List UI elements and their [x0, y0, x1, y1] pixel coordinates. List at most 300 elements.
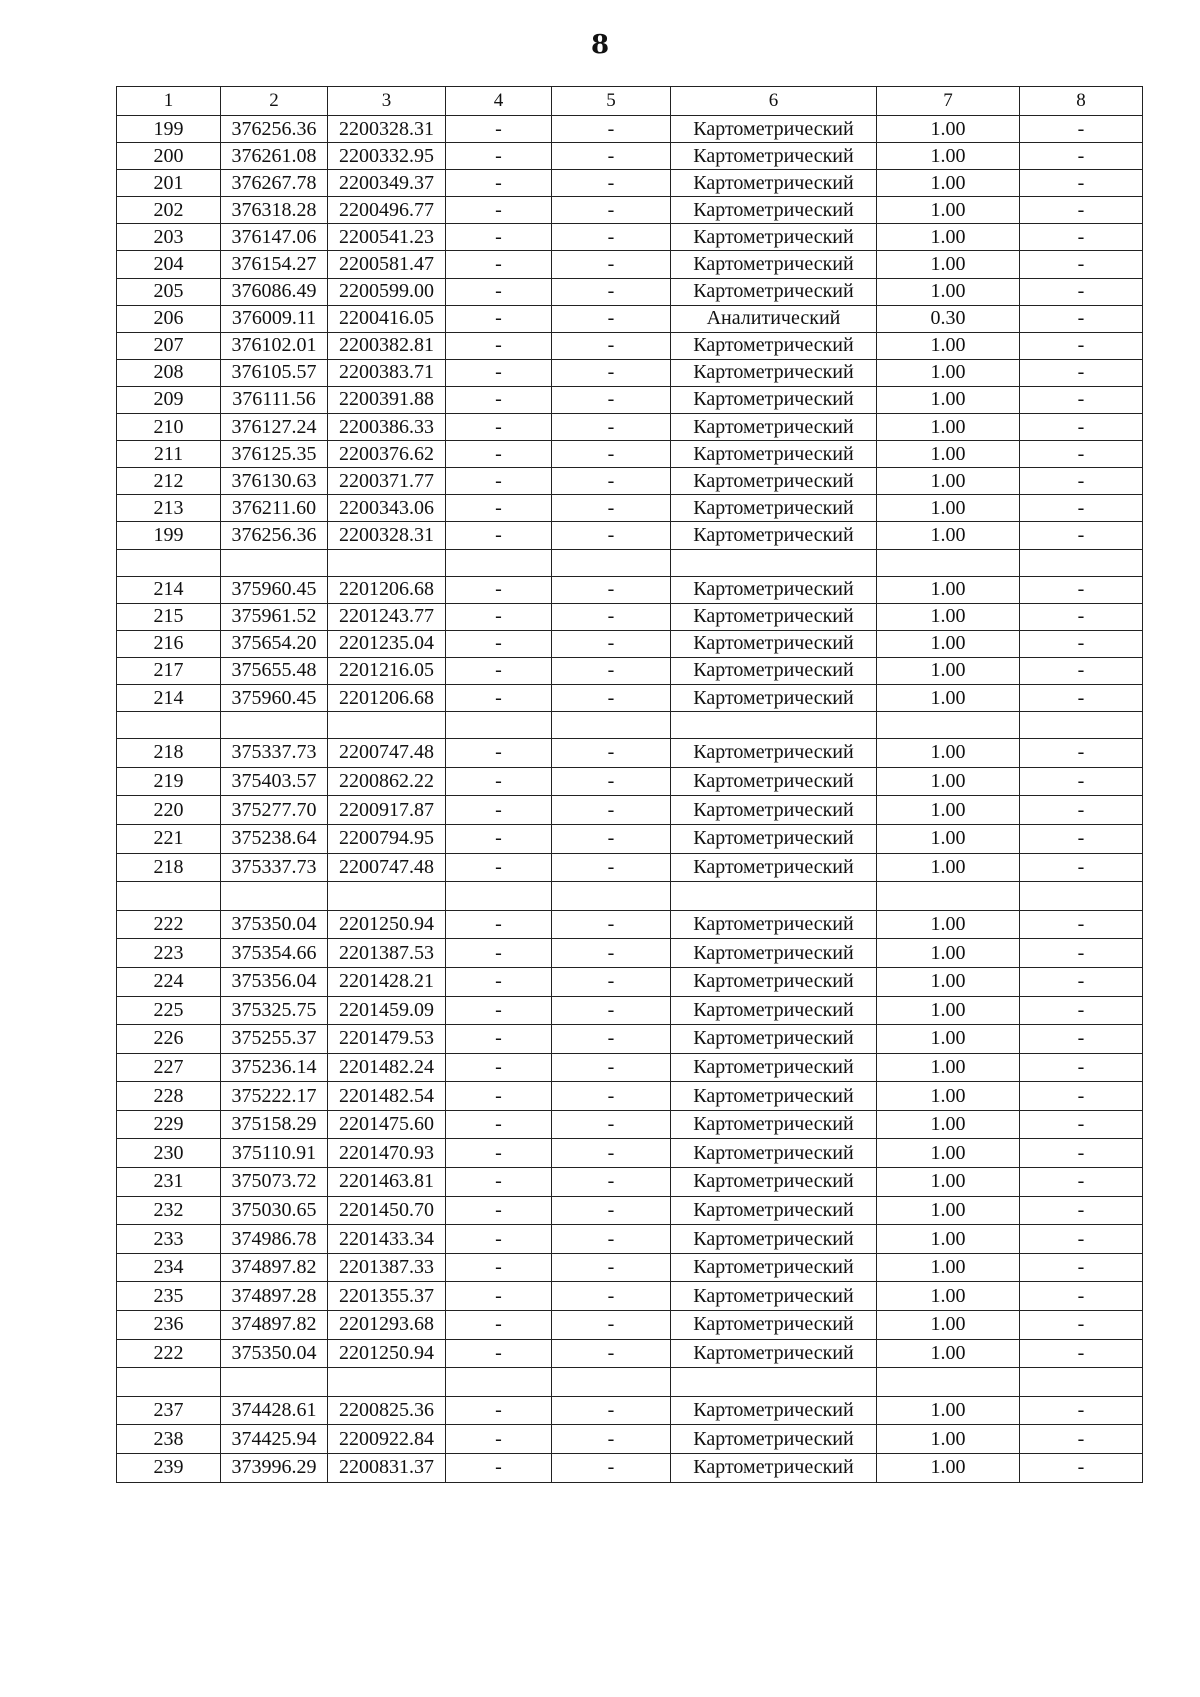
table-cell: - — [446, 603, 552, 630]
table-cell: 375337.73 — [221, 739, 328, 768]
table-cell: 2201428.21 — [328, 967, 446, 996]
table-cell: Картометрический — [671, 1282, 877, 1311]
table-cell: 2201479.53 — [328, 1025, 446, 1054]
table-cell: 204 — [117, 251, 221, 278]
table-row — [117, 1196, 1143, 1225]
table-cell: 2200383.71 — [328, 359, 446, 386]
table-cell: 1.00 — [877, 576, 1020, 603]
table-cell: - — [1020, 224, 1143, 251]
table-cell: 1.00 — [877, 441, 1020, 468]
table-cell: - — [552, 853, 671, 882]
table-cell: 2200825.36 — [328, 1396, 446, 1425]
table-cell: 218 — [117, 853, 221, 882]
table-cell: - — [552, 1396, 671, 1425]
table-row — [117, 657, 1143, 684]
table-cell: 1.00 — [877, 1053, 1020, 1082]
table-cell: - — [1020, 1053, 1143, 1082]
table-cell: - — [1020, 630, 1143, 657]
table-cell: 212 — [117, 468, 221, 495]
table-cell: - — [552, 1110, 671, 1139]
table-cell: - — [1020, 767, 1143, 796]
table-cell: 1.00 — [877, 684, 1020, 711]
table-cell: - — [552, 1311, 671, 1340]
table-cell: - — [1020, 278, 1143, 305]
table-cell: - — [446, 414, 552, 441]
table-cell: 211 — [117, 441, 221, 468]
table-cell: - — [1020, 1025, 1143, 1054]
table-cell: - — [1020, 522, 1143, 549]
table-cell: 376009.11 — [221, 305, 328, 332]
table-cell: 1.00 — [877, 1253, 1020, 1282]
table-cell: 2200862.22 — [328, 767, 446, 796]
table-cell — [877, 549, 1020, 576]
table-cell: 201 — [117, 170, 221, 197]
table-cell: 199 — [117, 522, 221, 549]
table-cell: Картометрический — [671, 996, 877, 1025]
table-cell: 375238.64 — [221, 824, 328, 853]
table-cell: 1.00 — [877, 796, 1020, 825]
table-row — [117, 116, 1143, 143]
table-cell: 221 — [117, 824, 221, 853]
table-cell — [446, 712, 552, 739]
table-cell: Картометрический — [671, 170, 877, 197]
table-cell: - — [552, 1339, 671, 1368]
table-row — [117, 305, 1143, 332]
table-cell: 210 — [117, 414, 221, 441]
table-row — [117, 468, 1143, 495]
table-cell: 376256.36 — [221, 116, 328, 143]
table-cell: 2201463.81 — [328, 1168, 446, 1197]
table-cell — [221, 882, 328, 911]
table-cell: - — [552, 603, 671, 630]
table-cell: Картометрический — [671, 468, 877, 495]
table-cell: - — [1020, 939, 1143, 968]
table-cell: - — [1020, 1339, 1143, 1368]
page-number: 8 — [590, 30, 610, 60]
table-cell: 236 — [117, 1311, 221, 1340]
table-cell: - — [552, 684, 671, 711]
table-cell: 1.00 — [877, 116, 1020, 143]
table-row — [117, 1454, 1143, 1483]
table-cell: Картометрический — [671, 116, 877, 143]
table-row — [117, 1339, 1143, 1368]
table-cell: - — [1020, 359, 1143, 386]
table-cell: 2200599.00 — [328, 278, 446, 305]
table-cell: 1.00 — [877, 1196, 1020, 1225]
table-cell: 2201243.77 — [328, 603, 446, 630]
table-cell — [552, 712, 671, 739]
table-cell — [328, 882, 446, 911]
table-cell: - — [552, 278, 671, 305]
table-cell: - — [552, 1196, 671, 1225]
table-cell: 2200343.06 — [328, 495, 446, 522]
table-row — [117, 939, 1143, 968]
table-cell: 375350.04 — [221, 1339, 328, 1368]
table-row — [117, 853, 1143, 882]
table-row — [117, 1225, 1143, 1254]
table-row — [117, 522, 1143, 549]
table-cell — [671, 549, 877, 576]
table-cell: 218 — [117, 739, 221, 768]
table-cell: Картометрический — [671, 332, 877, 359]
table-cell: - — [552, 386, 671, 413]
table-cell: 2201450.70 — [328, 1196, 446, 1225]
table-cell: - — [446, 853, 552, 882]
table-cell: Картометрический — [671, 1196, 877, 1225]
table-cell: 1.00 — [877, 939, 1020, 968]
table-cell: - — [552, 1139, 671, 1168]
table-cell: 375960.45 — [221, 576, 328, 603]
table-cell: - — [446, 116, 552, 143]
table-row — [117, 251, 1143, 278]
table-row — [117, 143, 1143, 170]
table-cell: 227 — [117, 1053, 221, 1082]
table-cell: - — [1020, 824, 1143, 853]
table-cell: 1.00 — [877, 414, 1020, 441]
table-cell: 1.00 — [877, 967, 1020, 996]
table-cell — [117, 712, 221, 739]
table-cell: Аналитический — [671, 305, 877, 332]
table-cell: - — [446, 996, 552, 1025]
table-cell — [1020, 1368, 1143, 1397]
table-header-row — [117, 87, 1143, 116]
table-cell: 2200747.48 — [328, 739, 446, 768]
table-cell: - — [552, 910, 671, 939]
table-cell: Картометрический — [671, 1168, 877, 1197]
table-row — [117, 576, 1143, 603]
table-cell: 1.00 — [877, 278, 1020, 305]
table-cell: - — [552, 1082, 671, 1111]
table-cell: 224 — [117, 967, 221, 996]
table-cell: 208 — [117, 359, 221, 386]
table-cell: - — [446, 739, 552, 768]
table-cell: Картометрический — [671, 603, 877, 630]
table-cell: 376125.35 — [221, 441, 328, 468]
table-cell: - — [552, 1053, 671, 1082]
table-cell: - — [552, 767, 671, 796]
table-cell: 376211.60 — [221, 495, 328, 522]
table-row — [117, 630, 1143, 657]
table-cell: 1.00 — [877, 1225, 1020, 1254]
table-cell: 1.00 — [877, 853, 1020, 882]
table-cell: 1.00 — [877, 386, 1020, 413]
table-cell: - — [1020, 1139, 1143, 1168]
table-cell: 376127.24 — [221, 414, 328, 441]
table-cell: 2201235.04 — [328, 630, 446, 657]
table-cell: 375654.20 — [221, 630, 328, 657]
table-cell: 1.00 — [877, 1168, 1020, 1197]
table-row — [117, 796, 1143, 825]
table-cell: 234 — [117, 1253, 221, 1282]
table-cell: 375255.37 — [221, 1025, 328, 1054]
table-cell: - — [1020, 1196, 1143, 1225]
table-row-separator — [117, 549, 1143, 576]
table-cell: - — [1020, 1311, 1143, 1340]
table-row — [117, 278, 1143, 305]
table-cell: - — [552, 796, 671, 825]
table-row — [117, 197, 1143, 224]
table-cell: 230 — [117, 1139, 221, 1168]
table-cell: - — [1020, 684, 1143, 711]
table-cell: 1.00 — [877, 359, 1020, 386]
table-cell: Картометрический — [671, 278, 877, 305]
table-cell: Картометрический — [671, 1339, 877, 1368]
table-cell: 2200349.37 — [328, 170, 446, 197]
table-cell: 1.00 — [877, 468, 1020, 495]
table-cell: - — [446, 1225, 552, 1254]
table-cell: Картометрический — [671, 1053, 877, 1082]
table-cell: 2201475.60 — [328, 1110, 446, 1139]
table-cell: Картометрический — [671, 414, 877, 441]
table-cell: - — [446, 1425, 552, 1454]
table-cell: Картометрический — [671, 1454, 877, 1483]
table-cell: 2200831.37 — [328, 1454, 446, 1483]
table-cell: 2200541.23 — [328, 224, 446, 251]
table-cell: - — [552, 1454, 671, 1483]
table-cell: 1.00 — [877, 1339, 1020, 1368]
table-row — [117, 1082, 1143, 1111]
table-cell: 376147.06 — [221, 224, 328, 251]
table-cell: - — [446, 468, 552, 495]
table-row — [117, 441, 1143, 468]
coordinates-table — [116, 86, 1143, 1483]
table-cell: - — [552, 359, 671, 386]
table-cell: Картометрический — [671, 853, 877, 882]
table-cell: Картометрический — [671, 495, 877, 522]
table-cell: Картометрический — [671, 224, 877, 251]
table-cell: 220 — [117, 796, 221, 825]
table-cell: 2200496.77 — [328, 197, 446, 224]
table-cell: 2201387.33 — [328, 1253, 446, 1282]
table-cell: 376086.49 — [221, 278, 328, 305]
table-row — [117, 1282, 1143, 1311]
table-cell: 2200332.95 — [328, 143, 446, 170]
table-cell: - — [1020, 796, 1143, 825]
table-cell: - — [1020, 1396, 1143, 1425]
table-cell: Картометрический — [671, 657, 877, 684]
table-cell: 375277.70 — [221, 796, 328, 825]
table-row — [117, 967, 1143, 996]
table-cell: 2200794.95 — [328, 824, 446, 853]
table-cell: 375030.65 — [221, 1196, 328, 1225]
table-cell: - — [552, 116, 671, 143]
table-cell: 207 — [117, 332, 221, 359]
table-row — [117, 1025, 1143, 1054]
table-cell: 375961.52 — [221, 603, 328, 630]
table-cell: Картометрический — [671, 1253, 877, 1282]
header-cell: 5 — [552, 87, 671, 116]
table-cell: - — [446, 251, 552, 278]
table-cell: - — [446, 224, 552, 251]
table-cell: 219 — [117, 767, 221, 796]
table-row — [117, 824, 1143, 853]
table-cell: - — [1020, 910, 1143, 939]
table-cell: - — [446, 170, 552, 197]
table-cell — [446, 882, 552, 911]
table-cell: Картометрический — [671, 522, 877, 549]
table-row — [117, 603, 1143, 630]
table-cell — [117, 549, 221, 576]
table-cell: Картометрический — [671, 143, 877, 170]
table-row — [117, 1168, 1143, 1197]
table-cell: 374897.82 — [221, 1311, 328, 1340]
table-cell: 225 — [117, 996, 221, 1025]
table-cell: Картометрический — [671, 386, 877, 413]
table-cell: 375236.14 — [221, 1053, 328, 1082]
table-cell: - — [446, 1253, 552, 1282]
table-cell: - — [446, 197, 552, 224]
table-cell — [328, 549, 446, 576]
table-cell — [552, 549, 671, 576]
table-cell: - — [1020, 576, 1143, 603]
table-row — [117, 1053, 1143, 1082]
table-cell: Картометрический — [671, 1025, 877, 1054]
table-cell: Картометрический — [671, 630, 877, 657]
table-cell — [446, 1368, 552, 1397]
table-cell: 1.00 — [877, 332, 1020, 359]
table-cell: Картометрический — [671, 1425, 877, 1454]
table-cell: 1.00 — [877, 996, 1020, 1025]
table-cell: 203 — [117, 224, 221, 251]
table-cell: - — [1020, 305, 1143, 332]
table-cell: 376105.57 — [221, 359, 328, 386]
table-cell: - — [446, 1396, 552, 1425]
table-row-separator — [117, 1368, 1143, 1397]
table-cell: 1.00 — [877, 1082, 1020, 1111]
table-cell: 1.00 — [877, 197, 1020, 224]
table-cell: 375356.04 — [221, 967, 328, 996]
table-cell: 2200328.31 — [328, 522, 446, 549]
table-cell: - — [552, 1253, 671, 1282]
table-cell: 376261.08 — [221, 143, 328, 170]
table-cell — [221, 549, 328, 576]
table-cell: Картометрический — [671, 1225, 877, 1254]
table-cell: - — [446, 796, 552, 825]
table-cell: - — [552, 576, 671, 603]
header-cell: 3 — [328, 87, 446, 116]
table-cell: 231 — [117, 1168, 221, 1197]
table-cell: 199 — [117, 116, 221, 143]
table-cell: 1.00 — [877, 824, 1020, 853]
table-cell: - — [552, 197, 671, 224]
header-cell: 1 — [117, 87, 221, 116]
table-cell: - — [446, 441, 552, 468]
table-cell: - — [1020, 1253, 1143, 1282]
table-cell: 237 — [117, 1396, 221, 1425]
table-cell: 1.00 — [877, 1139, 1020, 1168]
table-cell: - — [552, 657, 671, 684]
header-cell: 7 — [877, 87, 1020, 116]
table-cell: - — [1020, 657, 1143, 684]
table-cell: 1.00 — [877, 170, 1020, 197]
table-cell: Картометрический — [671, 1311, 877, 1340]
table-row-separator — [117, 712, 1143, 739]
table-cell: 2200386.33 — [328, 414, 446, 441]
table-cell: - — [446, 767, 552, 796]
table-cell: 205 — [117, 278, 221, 305]
table-body — [117, 116, 1143, 1483]
table-cell: - — [446, 684, 552, 711]
table-cell: 2201293.68 — [328, 1311, 446, 1340]
table-cell: - — [1020, 143, 1143, 170]
table-cell: - — [446, 359, 552, 386]
table-cell: - — [1020, 332, 1143, 359]
table-cell: - — [446, 522, 552, 549]
table-cell — [117, 1368, 221, 1397]
table-row — [117, 1311, 1143, 1340]
table-cell: - — [1020, 441, 1143, 468]
table-cell: - — [552, 996, 671, 1025]
table-cell — [1020, 882, 1143, 911]
table-cell: 2201387.53 — [328, 939, 446, 968]
table-cell: - — [446, 910, 552, 939]
table-cell: 376102.01 — [221, 332, 328, 359]
table-cell — [328, 1368, 446, 1397]
table-cell: 1.00 — [877, 522, 1020, 549]
table-cell — [328, 712, 446, 739]
table-cell: - — [552, 1282, 671, 1311]
table-cell: Картометрический — [671, 576, 877, 603]
table-cell: 1.00 — [877, 143, 1020, 170]
table-cell: 214 — [117, 576, 221, 603]
table-cell: - — [552, 1168, 671, 1197]
table-cell: - — [552, 441, 671, 468]
table-cell: Картометрический — [671, 359, 877, 386]
table-cell: 1.00 — [877, 1282, 1020, 1311]
table-cell — [671, 882, 877, 911]
table-cell: 222 — [117, 910, 221, 939]
table-cell: 1.00 — [877, 1454, 1020, 1483]
table-cell: 232 — [117, 1196, 221, 1225]
table-cell: - — [1020, 1282, 1143, 1311]
table-cell: - — [446, 1339, 552, 1368]
table-cell: 1.00 — [877, 495, 1020, 522]
table-cell: - — [1020, 1225, 1143, 1254]
table-cell: 375222.17 — [221, 1082, 328, 1111]
table-cell: 2201216.05 — [328, 657, 446, 684]
table-row — [117, 1139, 1143, 1168]
table-cell: 376267.78 — [221, 170, 328, 197]
table-row — [117, 1396, 1143, 1425]
table-cell: - — [446, 967, 552, 996]
table-cell: 2200747.48 — [328, 853, 446, 882]
table-cell: - — [1020, 197, 1143, 224]
table-cell: 1.00 — [877, 1396, 1020, 1425]
table-cell: 1.00 — [877, 1110, 1020, 1139]
table-cell: 2200416.05 — [328, 305, 446, 332]
table-cell: - — [1020, 1168, 1143, 1197]
table-cell: 215 — [117, 603, 221, 630]
table-cell: 374897.28 — [221, 1282, 328, 1311]
table-cell: 202 — [117, 197, 221, 224]
table-cell: - — [446, 1025, 552, 1054]
table-cell: 2201250.94 — [328, 910, 446, 939]
table-row — [117, 359, 1143, 386]
table-cell: 374428.61 — [221, 1396, 328, 1425]
table-cell: - — [552, 522, 671, 549]
table-row — [117, 996, 1143, 1025]
table-cell: 375403.57 — [221, 767, 328, 796]
table-cell: - — [446, 1110, 552, 1139]
table-cell — [877, 712, 1020, 739]
table-row — [117, 495, 1143, 522]
table-cell: 375655.48 — [221, 657, 328, 684]
table-cell: 239 — [117, 1454, 221, 1483]
table-cell: - — [552, 630, 671, 657]
table-cell — [221, 712, 328, 739]
table-cell: - — [446, 824, 552, 853]
table-cell: 2200328.31 — [328, 116, 446, 143]
